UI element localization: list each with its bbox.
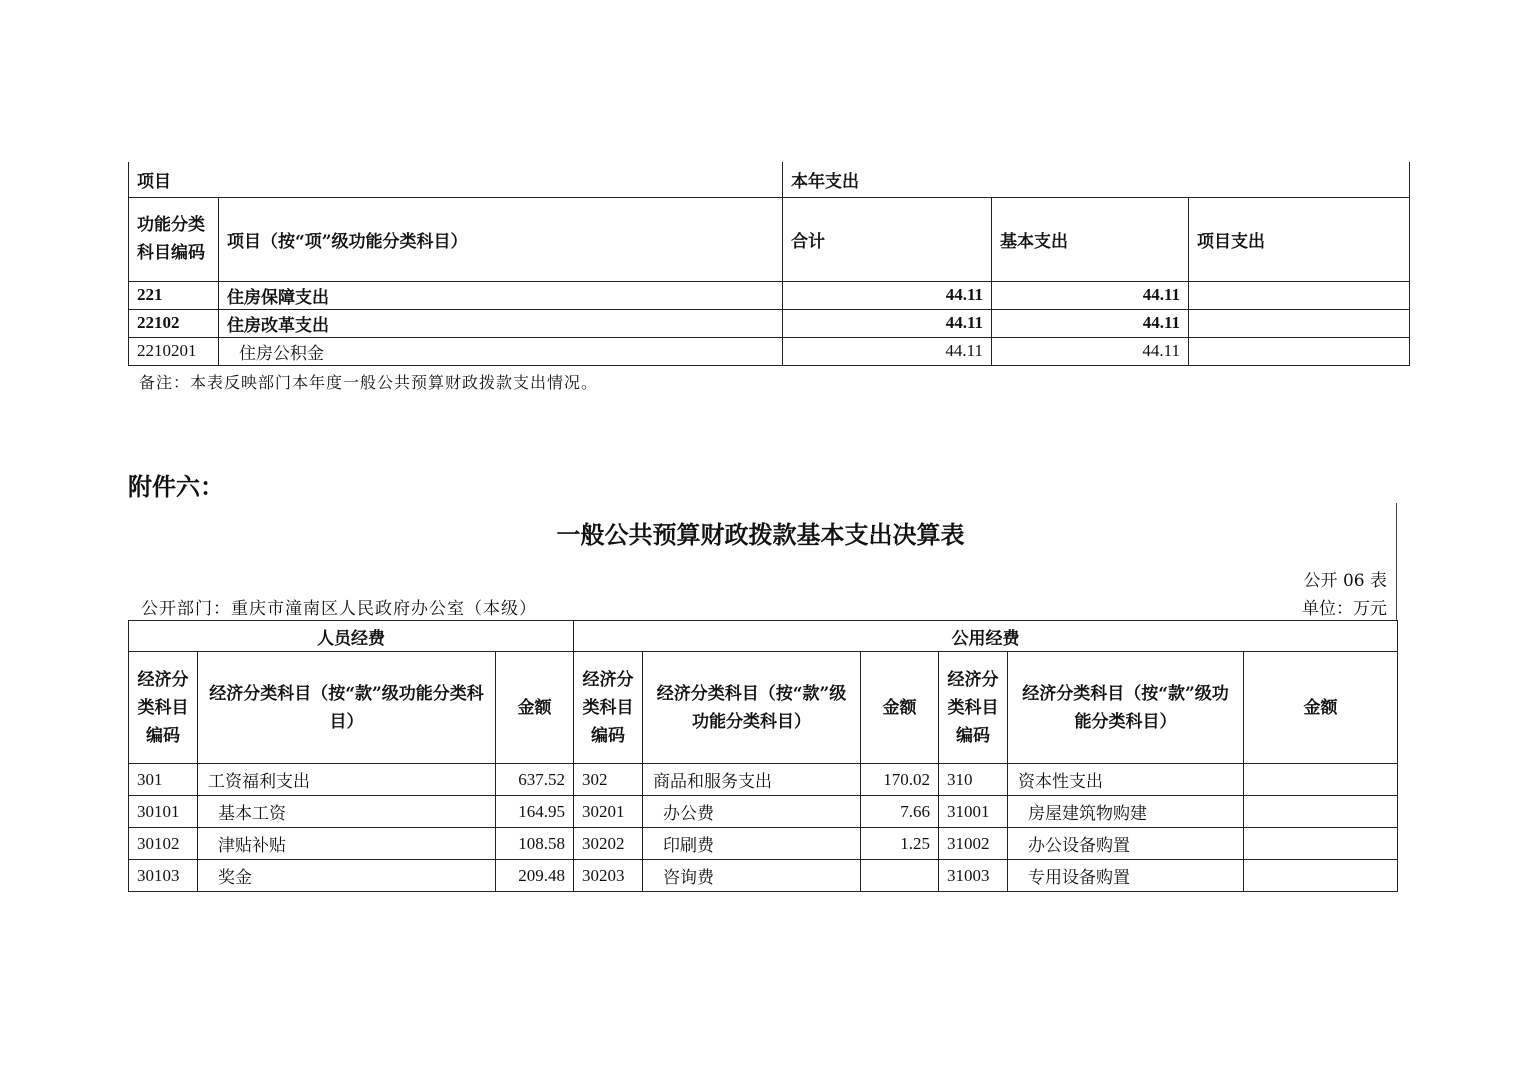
amount-cell: 164.95 [496, 796, 574, 828]
code-cell: 301 [129, 764, 198, 796]
col-amount-header: 金额 [861, 652, 939, 764]
amount-cell [861, 860, 939, 892]
group-personnel-header: 人员经费 [129, 621, 574, 652]
row-project [1189, 337, 1410, 365]
expenditure-table [128, 162, 1410, 366]
col-total-header: 合计 [783, 197, 992, 281]
col-amount-header: 金额 [496, 652, 574, 764]
item-cell: 专用设备购置 [1008, 860, 1244, 892]
row-code: 22102 [129, 309, 219, 337]
table-note: 备注：本表反映部门本年度一般公共预算财政拨款支出情况。 [139, 373, 599, 392]
col-code-header: 经济分类科目编码 [129, 652, 198, 764]
table-number: 公开 06 表 [1303, 571, 1387, 591]
code-cell: 302 [574, 764, 643, 796]
page-title: 一般公共预算财政拨款基本支出决算表 [556, 520, 965, 549]
item-cell: 津贴补贴 [198, 828, 496, 860]
item-cell: 奖金 [198, 860, 496, 892]
table-row [129, 828, 1398, 860]
row-total: 44.11 [783, 309, 992, 337]
code-cell: 30103 [129, 860, 198, 892]
code-cell: 30203 [574, 860, 643, 892]
col-item-header: 经济分类科目（按“款”级功能分类科目） [198, 652, 496, 764]
item-cell: 商品和服务支出 [643, 764, 861, 796]
row-total: 44.11 [783, 337, 992, 365]
row-basic: 44.11 [992, 281, 1189, 309]
row-code: 221 [129, 281, 219, 309]
row-project [1189, 309, 1410, 337]
col-amount-header: 金额 [1244, 652, 1398, 764]
col-item-header: 经济分类科目（按“款”级功能分类科目） [643, 652, 861, 764]
row-code: 2210201 [129, 337, 219, 365]
col-code-header: 经济分类科目编码 [574, 652, 643, 764]
col-code-header: 功能分类科目编码 [129, 197, 219, 281]
col-item-header: 经济分类科目（按“款”级功能分类科目） [1008, 652, 1244, 764]
code-cell: 30201 [574, 796, 643, 828]
table-row [129, 860, 1398, 892]
item-cell: 房屋建筑物购建 [1008, 796, 1244, 828]
amount-cell: 7.66 [861, 796, 939, 828]
table-row [129, 309, 1410, 337]
row-name: 住房公积金 [219, 337, 783, 365]
table-row [129, 796, 1398, 828]
attachment-label: 附件六： [128, 472, 224, 501]
item-cell: 办公费 [643, 796, 861, 828]
table-row [129, 281, 1410, 309]
department-label: 公开部门：重庆市潼南区人民政府办公室（本级） [141, 599, 537, 619]
row-total: 44.11 [783, 281, 992, 309]
amount-cell [1244, 828, 1398, 860]
item-cell: 印刷费 [643, 828, 861, 860]
unit-label: 单位：万元 [1302, 599, 1387, 619]
amount-cell: 170.02 [861, 764, 939, 796]
item-cell: 咨询费 [643, 860, 861, 892]
item-cell: 工资福利支出 [198, 764, 496, 796]
col-item-header: 项目（按“项”级功能分类科目） [219, 197, 783, 281]
header-year-spend: 本年支出 [783, 162, 1410, 197]
amount-cell: 637.52 [496, 764, 574, 796]
amount-cell: 108.58 [496, 828, 574, 860]
amount-cell [1244, 764, 1398, 796]
item-cell: 资本性支出 [1008, 764, 1244, 796]
row-name: 住房保障支出 [219, 281, 783, 309]
amount-cell: 1.25 [861, 828, 939, 860]
code-cell: 30202 [574, 828, 643, 860]
code-cell: 31001 [939, 796, 1008, 828]
amount-cell [1244, 860, 1398, 892]
code-cell: 31002 [939, 828, 1008, 860]
row-name: 住房改革支出 [219, 309, 783, 337]
amount-cell [1244, 796, 1398, 828]
item-cell: 基本工资 [198, 796, 496, 828]
row-project [1189, 281, 1410, 309]
row-basic: 44.11 [992, 309, 1189, 337]
basic-expenditure-table [128, 620, 1398, 892]
col-code-header: 经济分类科目编码 [939, 652, 1008, 764]
code-cell: 30102 [129, 828, 198, 860]
group-public-header: 公用经费 [574, 621, 1398, 652]
code-cell: 31003 [939, 860, 1008, 892]
item-cell: 办公设备购置 [1008, 828, 1244, 860]
table-row [129, 764, 1398, 796]
table-row [129, 337, 1410, 365]
code-cell: 30101 [129, 796, 198, 828]
col-basic-header: 基本支出 [992, 197, 1189, 281]
col-project-header: 项目支出 [1189, 197, 1410, 281]
code-cell: 310 [939, 764, 1008, 796]
header-project: 项目 [129, 162, 783, 197]
row-basic: 44.11 [992, 337, 1189, 365]
amount-cell: 209.48 [496, 860, 574, 892]
